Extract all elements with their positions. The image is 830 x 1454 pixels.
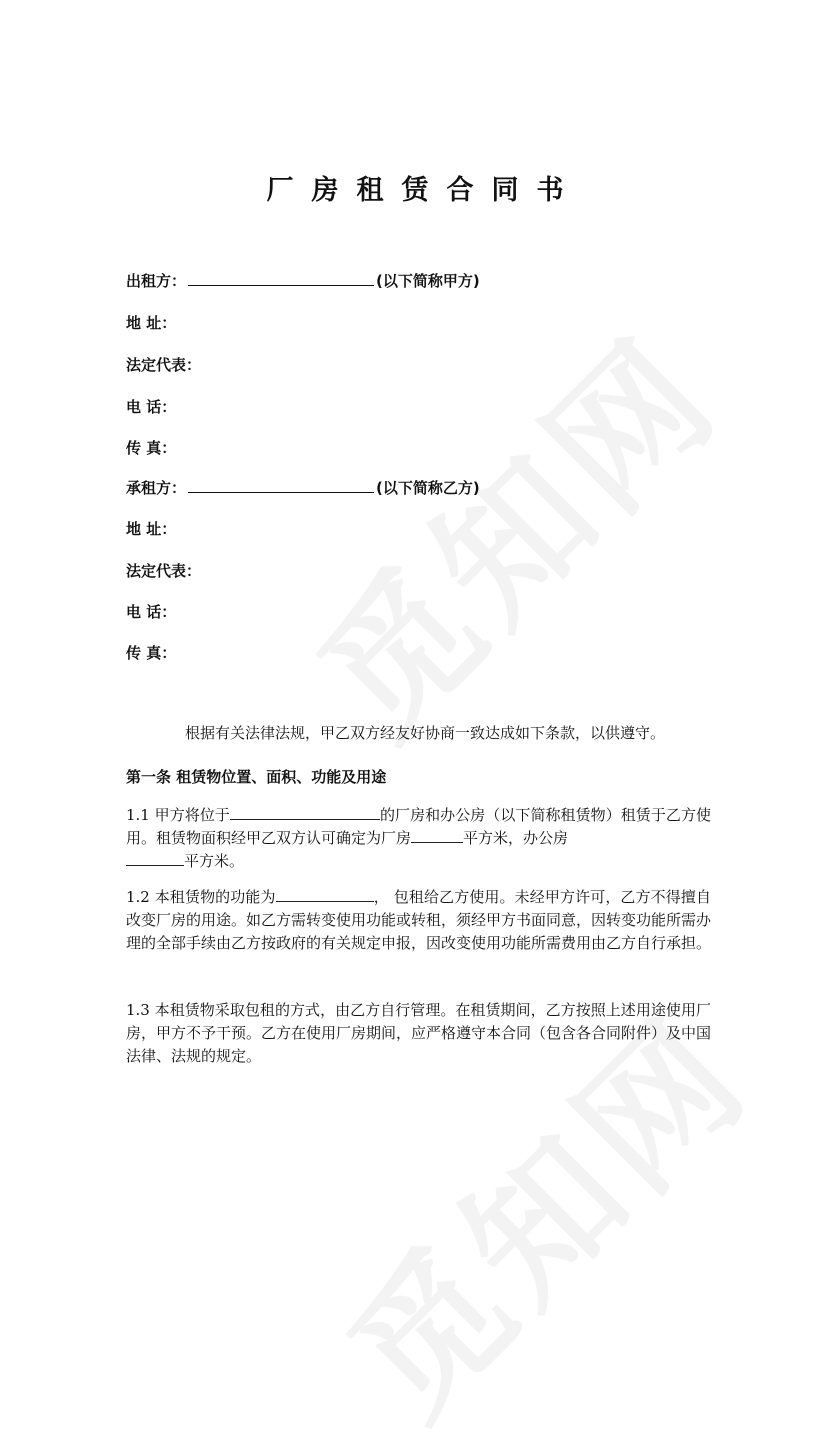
lessor-name-blank	[188, 273, 374, 286]
clause-1-1-part-a: 1.1 甲方将位于	[126, 806, 230, 824]
lessee-line	[126, 477, 480, 498]
clause-1-2-part-b: ， 包租给乙方使用。未经甲方许可，乙方不得擅自改变厂房的用途。如乙方需转变使用功能或转租，须经甲方书面同意，因转变功能所需办理的全部手续由乙方按政府的有关规定申报，因改变使用功能所需费用由乙方自行承担。	[126, 888, 712, 952]
lessee-name-blank	[188, 480, 374, 493]
function-blank	[276, 889, 374, 902]
document-title: 厂房租赁合同书	[266, 175, 582, 206]
lessee-representative: 法定代表：	[126, 562, 202, 580]
clause-1-1-part-b: 的厂房和办公房（以下简称租赁物）租赁于乙方使用。租赁物面积经甲乙双方认可确定为厂房	[126, 806, 711, 847]
office-area-blank	[126, 853, 184, 866]
article-1-heading: 第一条 租赁物位置、面积、功能及用途	[126, 768, 387, 786]
lessor-fax: 传 真：	[126, 439, 177, 457]
lessee-note: (以下简称乙方)	[376, 479, 480, 497]
lessor-address: 地 址：	[126, 314, 177, 332]
lessor-representative: 法定代表：	[126, 356, 202, 374]
lessor-line	[126, 270, 480, 291]
lessor-note: (以下简称甲方)	[376, 272, 480, 290]
lessee-label: 承租方：	[126, 479, 187, 497]
lessee-fax: 传 真：	[126, 644, 177, 662]
clause-1-1	[126, 804, 711, 873]
location-blank	[230, 807, 380, 820]
watermark	[264, 282, 756, 774]
lessor-label: 出租方：	[126, 272, 187, 290]
clause-1-3: 1.3 本租赁物采取包租的方式，由乙方自行管理。在租赁期间，乙方按照上述用途使用厂房，甲方不予干预。乙方在使用厂房期间，应严格遵守本合同（包含各合同附件）及中国法律、法规的规定。	[126, 1001, 712, 1065]
clause-1-1-part-c: 平方米，办公房	[463, 829, 569, 847]
intro-paragraph: 根据有关法律法规，甲乙双方经友好协商一致达成如下条款，以供遵守。	[185, 724, 666, 742]
lessee-phone: 电 话：	[126, 603, 177, 621]
lessor-phone: 电 话：	[126, 398, 177, 416]
clause-1-1-part-d: 平方米。	[184, 852, 245, 870]
lessee-address: 地 址：	[126, 520, 177, 538]
clause-1-2	[126, 886, 711, 955]
clause-1-2-part-a: 1.2 本租赁物的功能为	[126, 888, 276, 906]
factory-area-blank	[411, 830, 463, 843]
